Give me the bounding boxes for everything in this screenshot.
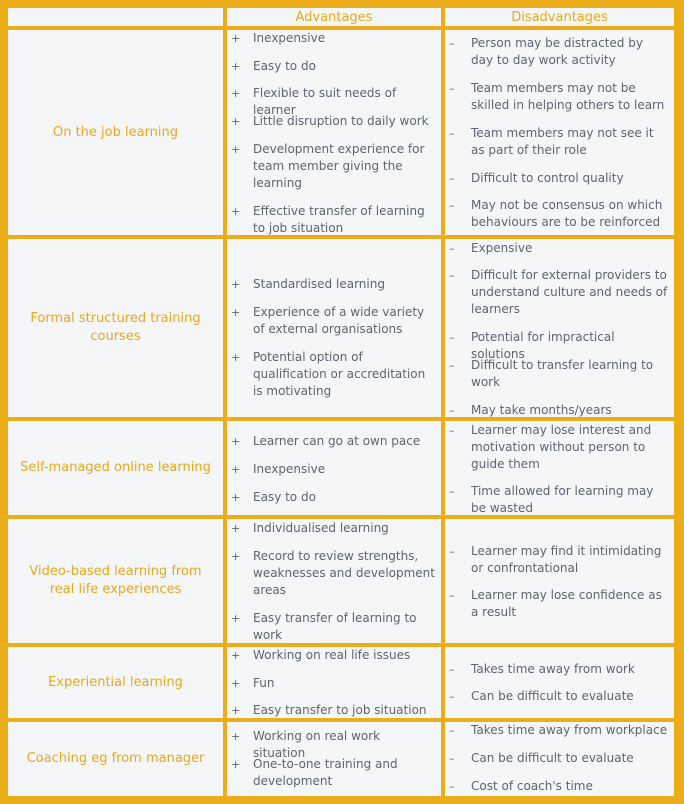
- disadvantage-item: [445, 778, 670, 795]
- advantage-text: Easy transfer to job situation: [253, 703, 427, 717]
- disadvantage-text: Expensive: [471, 241, 533, 255]
- plus-icon: +: [231, 60, 241, 73]
- disadvantages-cell: [445, 519, 674, 643]
- advantages-list: [227, 421, 441, 515]
- advantages-header: Advantages: [227, 8, 441, 26]
- disadvantages-cell: [445, 421, 674, 515]
- advantages-cell: [227, 647, 441, 718]
- advantage-text: Flexible to suit needs of learner: [253, 86, 397, 117]
- disadvantage-text: Learner may lose interest and motivation without person to guide them: [471, 423, 652, 471]
- plus-icon: +: [231, 522, 241, 535]
- advantage-item: [227, 489, 437, 506]
- advantage-text: One-to-one training and development: [253, 757, 398, 788]
- minus-icon: –: [449, 199, 455, 212]
- plus-icon: +: [231, 87, 241, 100]
- advantage-item: [227, 203, 437, 235]
- advantage-text: Learner can go at own pace: [253, 434, 421, 448]
- advantage-text: Working on real life issues: [253, 648, 411, 662]
- disadvantage-item: [445, 483, 670, 515]
- advantages-list: [227, 30, 441, 235]
- plus-icon: +: [231, 550, 241, 563]
- advantages-cell: [227, 519, 441, 643]
- disadvantage-text: Team members may not be skilled in helping others to learn: [471, 81, 665, 112]
- method-formal-structured-training: Formal structured training courses: [8, 239, 223, 417]
- disadvantages-list: [445, 647, 674, 718]
- minus-icon: –: [449, 242, 455, 255]
- disadvantage-text: Difficult for external providers to understand culture and needs of learners: [471, 268, 668, 316]
- minus-icon: –: [449, 404, 455, 417]
- disadvantage-text: Team members may not see it as part of their role: [471, 126, 654, 157]
- advantage-item: [227, 461, 437, 478]
- disadvantage-text: Potential for impractical solutions: [471, 330, 615, 361]
- minus-icon: –: [449, 269, 455, 282]
- advantage-item: [227, 276, 437, 293]
- disadvantages-cell: [445, 722, 674, 796]
- disadvantage-item: [445, 688, 670, 705]
- minus-icon: –: [449, 485, 455, 498]
- minus-icon: –: [449, 690, 455, 703]
- advantages-list: [227, 519, 441, 643]
- advantage-item: [227, 58, 437, 75]
- advantage-item: [227, 304, 437, 338]
- advantages-list: [227, 239, 441, 417]
- advantage-text: Potential option of qualification or accreditation is motivating: [253, 350, 426, 398]
- method-video-based-learning: Video-based learning from real life experiences: [8, 519, 223, 643]
- minus-icon: –: [449, 172, 455, 185]
- advantage-item: [227, 756, 437, 790]
- disadvantages-list: [445, 30, 674, 235]
- advantage-text: Effective transfer of learning to job situation: [253, 204, 425, 235]
- minus-icon: –: [449, 127, 455, 140]
- advantage-text: Fun: [253, 676, 275, 690]
- minus-icon: –: [449, 331, 455, 344]
- advantage-item: [227, 113, 437, 130]
- disadvantage-text: May not be consensus on which behaviours are to be reinforced: [471, 198, 663, 229]
- disadvantage-item: [445, 722, 670, 739]
- advantage-item: [227, 647, 437, 664]
- plus-icon: +: [231, 463, 241, 476]
- disadvantage-item: [445, 422, 670, 473]
- disadvantage-item: [445, 35, 670, 69]
- advantage-item: [227, 349, 437, 400]
- disadvantage-item: [445, 240, 670, 257]
- plus-icon: +: [231, 730, 241, 743]
- disadvantage-item: [445, 750, 670, 767]
- disadvantage-text: Takes time away from workplace: [471, 723, 668, 737]
- advantage-item: [227, 675, 437, 692]
- disadvantage-item: [445, 197, 670, 231]
- advantages-cell: [227, 30, 441, 235]
- method-on-the-job-learning: On the job learning: [8, 30, 223, 235]
- plus-icon: +: [231, 32, 241, 45]
- advantage-text: Easy transfer of learning to work: [253, 611, 417, 642]
- plus-icon: +: [231, 704, 241, 717]
- minus-icon: –: [449, 724, 455, 737]
- plus-icon: +: [231, 491, 241, 504]
- minus-icon: –: [449, 663, 455, 676]
- disadvantages-header: Disadvantages: [445, 8, 674, 26]
- advantage-text: Standardised learning: [253, 277, 385, 291]
- plus-icon: +: [231, 351, 241, 364]
- advantage-text: Development experience for team member giving the learning: [253, 142, 425, 190]
- advantage-item: [227, 610, 437, 643]
- plus-icon: +: [231, 649, 241, 662]
- disadvantages-list: [445, 519, 674, 643]
- advantage-text: Little disruption to daily work: [253, 114, 429, 128]
- advantage-item: [227, 702, 437, 718]
- disadvantages-cell: [445, 239, 674, 417]
- plus-icon: +: [231, 612, 241, 625]
- advantages-cell: [227, 722, 441, 796]
- disadvantage-item: [445, 80, 670, 114]
- method-self-managed-online-learning: Self-managed online learning: [8, 421, 223, 515]
- advantages-list: [227, 722, 441, 796]
- minus-icon: –: [449, 780, 455, 793]
- advantages-cell: [227, 421, 441, 515]
- disadvantage-text: Learner may find it intimidating or confrontational: [471, 544, 662, 575]
- disadvantage-item: [445, 170, 670, 187]
- disadvantage-text: Difficult to transfer learning to work: [471, 358, 654, 389]
- disadvantages-list: [445, 722, 674, 796]
- method-experiential-learning: Experiential learning: [8, 647, 223, 718]
- plus-icon: +: [231, 143, 241, 156]
- minus-icon: –: [449, 424, 455, 437]
- plus-icon: +: [231, 677, 241, 690]
- minus-icon: –: [449, 359, 455, 372]
- disadvantage-item: [445, 587, 670, 621]
- minus-icon: –: [449, 82, 455, 95]
- minus-icon: –: [449, 752, 455, 765]
- disadvantage-item: [445, 125, 670, 159]
- plus-icon: +: [231, 435, 241, 448]
- advantage-item: [227, 520, 437, 537]
- advantage-item: [227, 30, 437, 47]
- disadvantage-item: [445, 543, 670, 577]
- advantage-text: Record to review strengths, weaknesses and development areas: [253, 549, 435, 597]
- disadvantage-text: Can be difficult to evaluate: [471, 689, 634, 703]
- disadvantages-cell: [445, 647, 674, 718]
- disadvantage-item: [445, 357, 670, 391]
- disadvantage-item: [445, 661, 670, 678]
- disadvantage-text: Difficult to control quality: [471, 171, 624, 185]
- advantage-text: Individualised learning: [253, 521, 389, 535]
- header-blank-cell: [8, 8, 223, 26]
- minus-icon: –: [449, 545, 455, 558]
- plus-icon: +: [231, 278, 241, 291]
- advantages-cell: [227, 239, 441, 417]
- advantage-text: Easy to do: [253, 490, 316, 504]
- minus-icon: –: [449, 37, 455, 50]
- plus-icon: +: [231, 758, 241, 771]
- disadvantage-text: May take months/years: [471, 403, 612, 417]
- disadvantage-text: Cost of coach's time: [471, 779, 593, 793]
- advantages-list: [227, 647, 441, 718]
- plus-icon: +: [231, 205, 241, 218]
- disadvantages-list: [445, 239, 674, 417]
- disadvantage-text: Takes time away from work: [471, 662, 635, 676]
- method-coaching: Coaching eg from manager: [8, 722, 223, 796]
- disadvantage-text: Can be difficult to evaluate: [471, 751, 634, 765]
- disadvantage-text: Time allowed for learning may be wasted: [471, 484, 654, 515]
- plus-icon: +: [231, 115, 241, 128]
- advantage-item: [227, 141, 437, 192]
- disadvantage-item: [445, 267, 670, 318]
- advantage-text: Experience of a wide variety of external organisations: [253, 305, 425, 336]
- disadvantage-item: [445, 402, 670, 417]
- advantage-item: [227, 548, 437, 599]
- disadvantage-text: Learner may lose confidence as a result: [471, 588, 662, 619]
- advantage-text: Working on real work situation: [253, 729, 381, 760]
- plus-icon: +: [231, 306, 241, 319]
- advantage-text: Inexpensive: [253, 462, 326, 476]
- disadvantage-text: Person may be distracted by day to day work activity: [471, 36, 643, 67]
- minus-icon: –: [449, 589, 455, 602]
- advantage-text: Easy to do: [253, 59, 316, 73]
- advantage-item: [227, 433, 437, 450]
- advantage-text: Inexpensive: [253, 31, 326, 45]
- disadvantages-cell: [445, 30, 674, 235]
- disadvantages-list: [445, 421, 674, 515]
